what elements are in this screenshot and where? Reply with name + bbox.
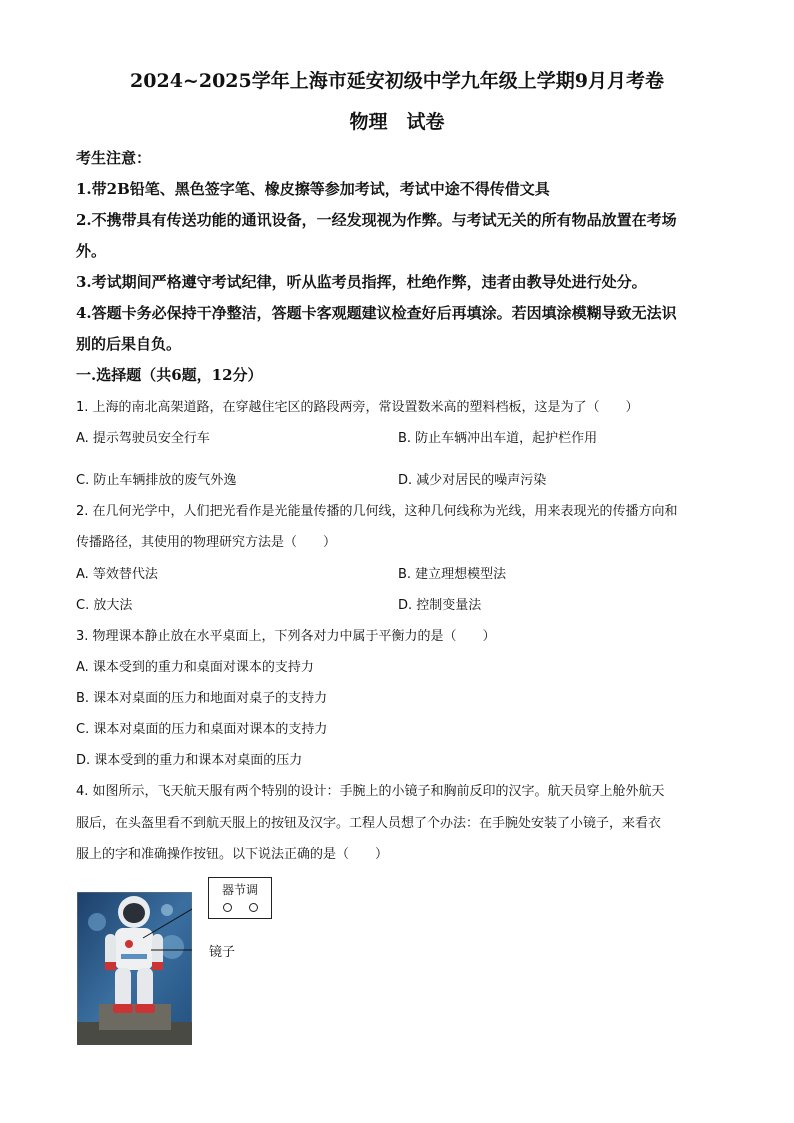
exam-subtitle: 物理 试卷 — [349, 111, 445, 133]
question-stem: 服后，在头盔里看不到航天服上的按钮及汉字。工程人员想了个办法：在手腕处安装了小镜子，来看衣 — [76, 816, 662, 831]
question-stem: 3. 物理课本静止放在水平桌面上，下列各对力中属于平衡力的是（ ） — [76, 629, 496, 644]
notice-item: 别的后果自负。 — [76, 335, 182, 353]
option-b: B. 建立理想模型法 — [398, 567, 507, 582]
option-b: B. 防止车辆冲出车道，起护栏作用 — [398, 431, 598, 446]
option-d: D. 控制变量法 — [398, 598, 482, 613]
notice-item: 3.考试期间严格遵守考试纪律，听从监考员指挥，杜绝作弊，违者由教导处进行处分。 — [76, 273, 647, 291]
option-a: A. 提示驾驶员安全行车 — [76, 431, 210, 446]
question-stem: 服上的字和准确操作按钮。以下说法正确的是（ ） — [76, 847, 389, 862]
question-stem: 传播路径，其使用的物理研究方法是（ ） — [76, 535, 337, 550]
notice-item: 2.不携带具有传送功能的通讯设备，一经发现视为作弊。与考试无关的所有物品放置在考场 — [76, 211, 677, 229]
mirror-label: 镜子 — [209, 945, 236, 960]
question-stem: 1. 上海的南北高架道路，在穿越住宅区的路段两旁，常设置数米高的塑料档板，这是为了（ ） — [76, 400, 639, 415]
option-b: B. 课本对桌面的压力和地面对桌子的支持力 — [76, 691, 328, 706]
option-d: D. 课本受到的重力和课本对桌面的压力 — [76, 753, 303, 768]
notice-item: 外。 — [76, 242, 107, 260]
option-c: C. 课本对桌面的压力和桌面对课本的支持力 — [76, 722, 328, 737]
notice-item: 1.带2B铅笔、黑色签字笔、橡皮擦等参加考试，考试中途不得传借文具 — [76, 180, 550, 198]
question-stem: 2. 在几何光学中，人们把光看作是光能量传播的几何线，这种几何线称为光线，用来表现光的传播方向和 — [76, 504, 678, 519]
astronaut-photo — [77, 892, 192, 1045]
button-icon — [223, 903, 232, 912]
question-stem: 4. 如图所示，飞天航天服有两个特别的设计：手腕上的小镜子和胸前反印的汉字。航天员穿上舱外航天 — [76, 784, 665, 799]
notice-item: 4.答题卡务必保持干净整洁，答题卡客观题建议检查好后再填涂。若因填涂模糊导致无法识 — [76, 304, 677, 322]
option-d: D. 减少对居民的噪声污染 — [398, 473, 547, 488]
notice-heading: 考生注意： — [76, 149, 152, 167]
option-c: C. 放大法 — [76, 598, 133, 613]
button-icon — [249, 903, 258, 912]
exam-title: 2024~2025学年上海市延安初级中学九年级上学期9月月考卷 — [130, 70, 664, 92]
reversed-text-label: 器节调 — [221, 883, 258, 897]
control-panel-box — [208, 877, 272, 919]
option-a: A. 等效替代法 — [76, 567, 158, 582]
section-heading: 一.选择题（共6题，12分） — [76, 366, 263, 384]
option-c: C. 防止车辆排放的废气外逸 — [76, 473, 237, 488]
option-a: A. 课本受到的重力和桌面对课本的支持力 — [76, 660, 314, 675]
